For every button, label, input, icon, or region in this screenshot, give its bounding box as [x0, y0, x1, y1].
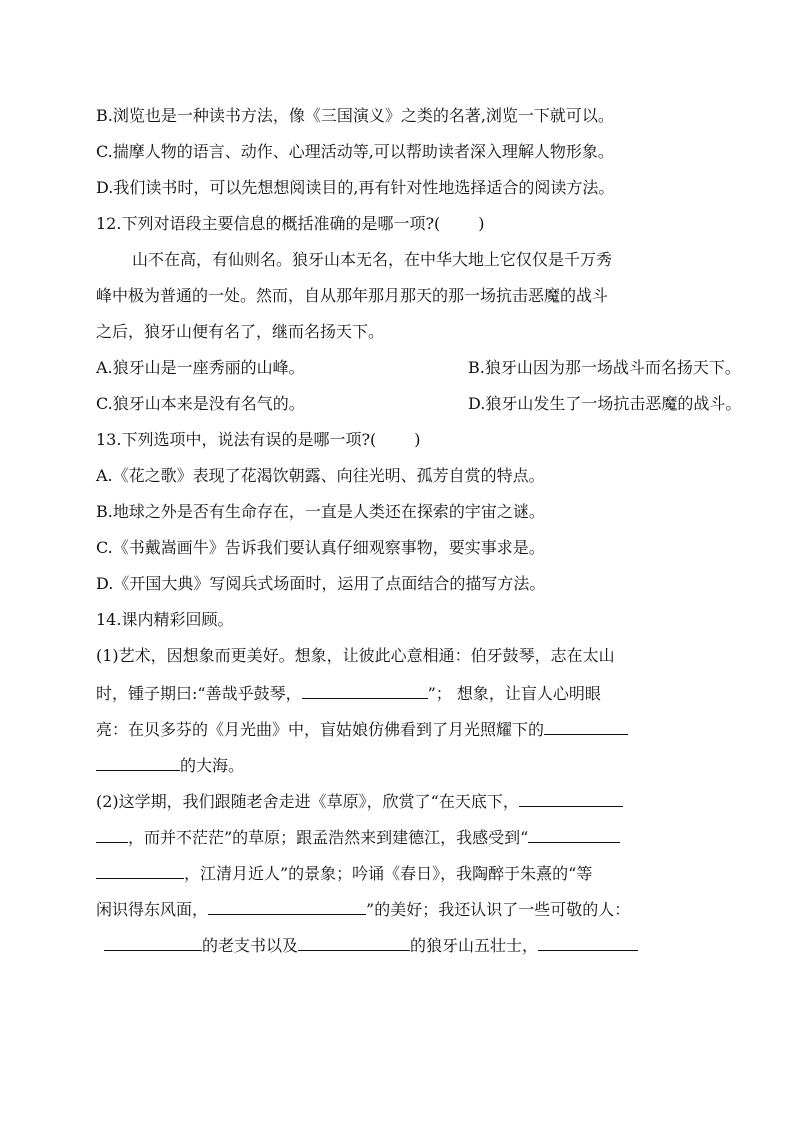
q14-p2-line-3-text: ，江清月近人”的景象；吟诵《春日》，我陶醉于朱熹的“等: [184, 864, 593, 883]
q12-passage-line-2: 峰中极为普通的一处。然而，自从那年那月那天的那一场抗击恶魔的战斗: [96, 286, 609, 305]
fill-blank-moonlight-2[interactable]: [96, 754, 180, 771]
q13-stem-close: ): [414, 430, 421, 449]
q13-option-a: A.《花之歌》表现了花渴饮朝露、向往光明、孤芳自赏的特点。: [96, 466, 545, 485]
q14-p2-line-1-text: (2)这学期，我们跟随老舍走进《草原》，欣赏了“在天底下，: [96, 792, 519, 811]
fill-blank-jiande-2[interactable]: [96, 862, 184, 879]
q12-option-c: C.狼牙山本来是没有名气的。: [96, 394, 305, 413]
q12-option-a: A.狼牙山是一座秀丽的山峰。: [96, 358, 305, 377]
fill-blank-old-secretary[interactable]: [104, 934, 202, 951]
q14-p1-line-3-text: 亮：在贝多芬的《月光曲》中，盲姑娘仿佛看到了月光照耀下的: [96, 720, 545, 739]
q14-p2-line-3: [96, 862, 702, 884]
q12-option-d: D.狼牙山发生了一场抗击恶魔的战斗。: [468, 394, 742, 413]
q12-stem-close: ): [478, 214, 485, 233]
q12-passage-line-3: 之后，狼牙山便有名了，继而名扬天下。: [96, 322, 385, 341]
q14-p1-line-2-text-b: ”； 想象，让盲人心明眼: [427, 684, 601, 703]
q13-stem-text: 13.下列选项中，说法有误的是哪一项?(: [96, 430, 377, 449]
q14-p1-line-4-text: 的大海。: [180, 756, 245, 775]
fill-blank-langya-heroes[interactable]: [298, 934, 410, 951]
q14-p2-line-1: [96, 790, 702, 812]
q12-options-row-1: [96, 358, 741, 378]
q14-p1-line-3: [96, 718, 702, 740]
q14-p2-line-5-text-a: 的老支书以及: [202, 936, 299, 955]
fill-blank-grassland-1[interactable]: [519, 790, 623, 807]
fill-blank-next-person[interactable]: [538, 934, 638, 951]
q14-p2-line-2-text: ，而并不茫茫”的草原；跟孟浩然来到建德江，我感受到“: [128, 828, 529, 847]
q13-option-d: D.《开国大典》写阅兵式场面时，运用了点面结合的描写方法。: [96, 574, 546, 593]
q12-options-row-2: [96, 394, 742, 414]
q14-p1-line-1: (1)艺术，因想象而更美好。想象，让彼此心意相通：伯牙鼓琴，志在太山: [96, 646, 615, 665]
q11-option-d: D.我们读书时，可以先想想阅读目的,再有针对性地选择适合的阅读方法。: [96, 178, 615, 197]
fill-blank-jiande-1[interactable]: [528, 826, 620, 843]
fill-blank-moonlight-1[interactable]: [544, 718, 628, 735]
q14-p2-line-5-text-b: 的狼牙山五壮士，: [410, 936, 539, 955]
q12-stem: [96, 214, 702, 234]
q13-option-c: C.《书戴嵩画牛》告诉我们要认真仔细观察事物，要实事求是。: [96, 538, 545, 557]
q14-p2-line-2: [96, 826, 702, 848]
q12-passage-line-1: 山不在高，有仙则名。狼牙山本无名，在中华大地上它仅仅是千万秀: [132, 250, 613, 269]
q11-option-c: C.揣摩人物的语言、动作、心理活动等,可以帮助读者深入理解人物形象。: [96, 142, 614, 161]
q14-stem: 14.课内精彩回顾。: [96, 610, 234, 629]
q13-option-b: B.地球之外是否有生命存在，一直是人类还在探索的宇宙之谜。: [96, 502, 545, 521]
q12-stem-text: 12.下列对语段主要信息的概括准确的是哪一项?(: [96, 214, 441, 233]
q14-p2-line-5: [104, 934, 702, 956]
q11-option-b: B.浏览也是一种读书方法，像《三国演义》之类的名著,浏览一下就可以。: [96, 106, 614, 125]
q14-p1-line-2-text-a: 时，锺子期曰:“善哉乎鼓琴，: [96, 684, 302, 703]
q14-p2-line-4-text-b: ”的美好；我还认识了一些可敬的人：: [366, 900, 631, 919]
fill-blank-grassland-2[interactable]: [96, 826, 128, 843]
q14-p2-line-4-text-a: 闲识得东风面，: [96, 900, 209, 919]
q14-p2-line-4: [96, 898, 702, 920]
q12-option-b: B.狼牙山因为那一场战斗而名扬天下。: [468, 358, 741, 377]
fill-blank-spring-day[interactable]: [208, 898, 366, 915]
q13-stem: [96, 430, 702, 450]
q14-p1-line-2: [96, 682, 702, 704]
q14-p1-line-4: [96, 754, 702, 776]
fill-blank-guqin[interactable]: [302, 682, 428, 699]
